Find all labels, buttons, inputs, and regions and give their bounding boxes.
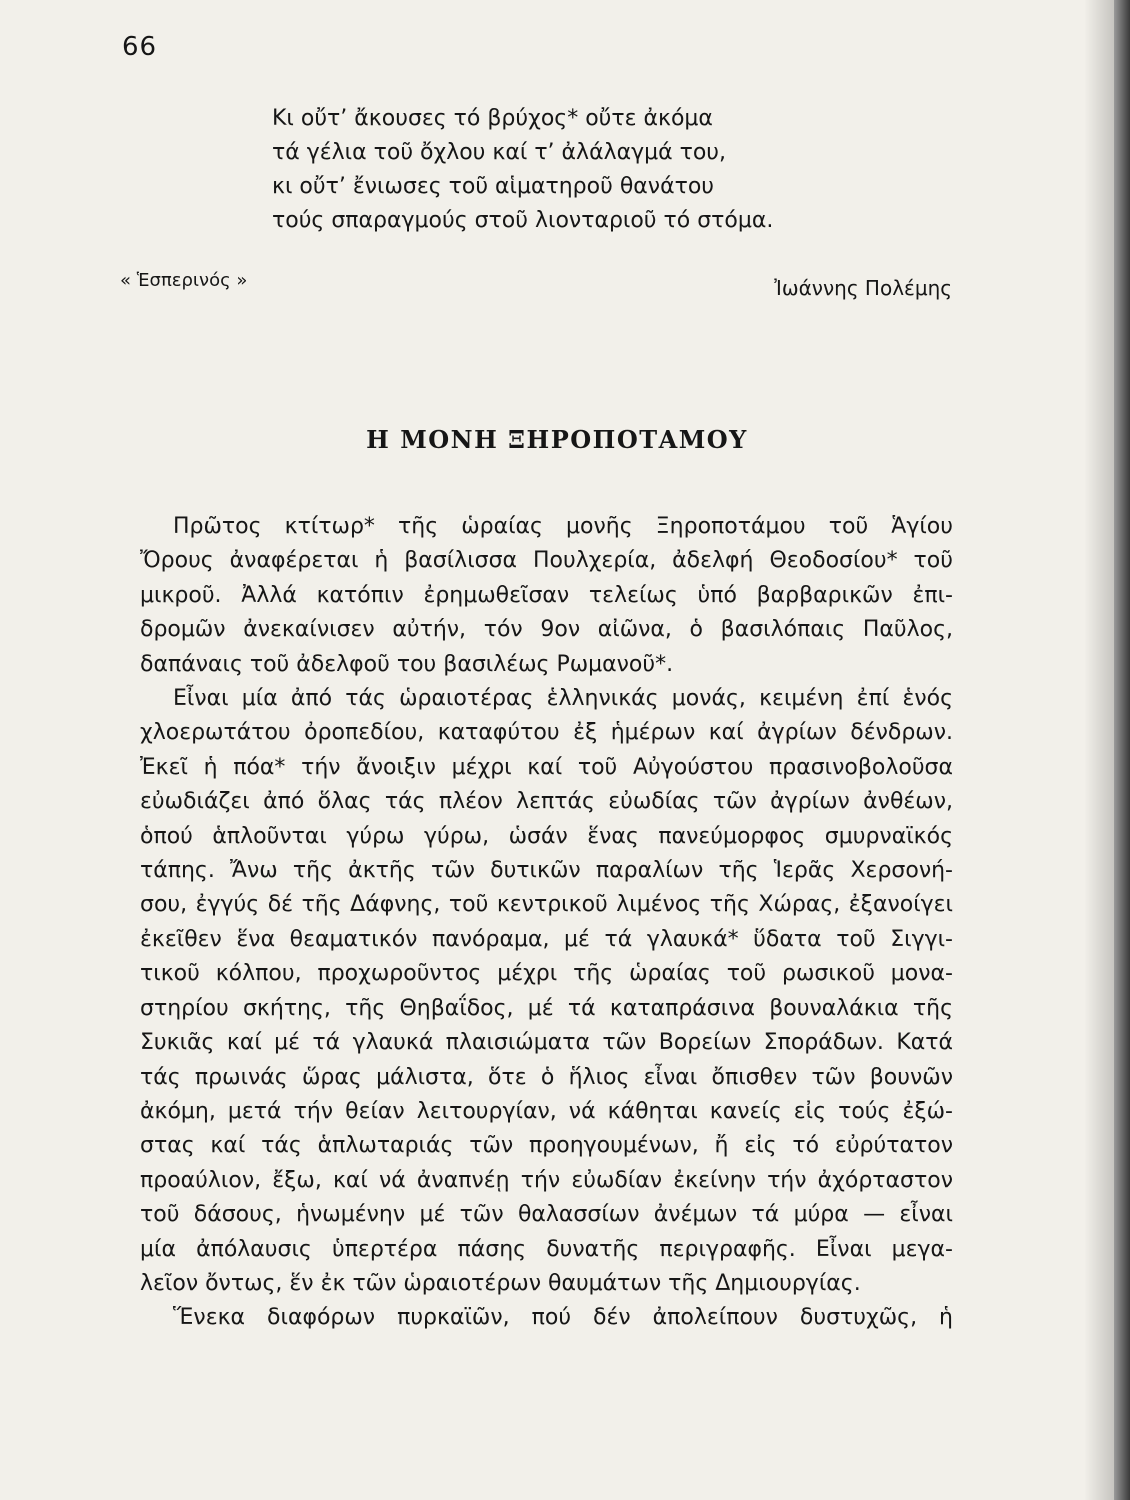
poem-stanza bbox=[272, 102, 832, 238]
paragraph-line: τικοῦ κόλπου, προχωροῦντος μέχρι τῆς ὡραίας τοῦ ρωσικοῦ μονα- bbox=[140, 961, 953, 987]
paragraph-line: μία ἀπόλαυσις ὑπερτέρα πάσης δυνατῆς περιγραφῆς. Εἶναι μεγα- bbox=[140, 1236, 953, 1262]
paragraph-line: σου, ἐγγύς δέ τῆς Δάφνης, τοῦ κεντρικοῦ λιμένος τῆς Χώρας, ἐξανοίγει bbox=[140, 892, 953, 918]
poem-line: τούς σπαραγμούς στοῦ λιονταριοῦ τό στόμα. bbox=[272, 208, 774, 233]
paragraph-line: στηρίου σκήτης, τῆς Θηβαΐδος, μέ τά καταπράσινα βουναλάκια τῆς bbox=[140, 995, 953, 1021]
poem-author: Ἰωάννης Πολέμης bbox=[774, 276, 952, 300]
poem-line: κι οὔτ’ ἔνιωσες τοῦ αἱματηροῦ θανάτου bbox=[272, 174, 715, 199]
paragraph-line: ἐκεῖθεν ἕνα θεαματικόν πανόραμα, μέ τά γλαυκά* ὕδατα τοῦ Σιγγι- bbox=[140, 926, 953, 952]
paragraph-line: δαπάναις τοῦ ἀδελφοῦ του βασιλέως Ρωμανοῦ*. bbox=[140, 651, 674, 677]
paragraph-line: Συκιᾶς καί μέ τά γλαυκά πλαισιώματα τῶν Βορείων Σποράδων. Κατά bbox=[140, 1030, 953, 1056]
paragraph-line: Εἶναι μία ἀπό τάς ὡραιοτέρας ἑλληνικάς μονάς, κειμένη ἐπί ἑνός bbox=[173, 686, 953, 712]
paragraph-line: Ἕνεκα διαφόρων πυρκαϊῶν, πού δέν ἀπολείπουν δυστυχῶς, ἡ bbox=[173, 1305, 953, 1331]
poem-line: τά γέλια τοῦ ὄχλου καί τ’ ἀλάλαγμά του, bbox=[272, 140, 727, 165]
paragraph-line: Ἐκεῖ ἡ πόα* τήν ἄνοιξιν μέχρι καί τοῦ Αὐγούστου πρασινοβολοῦσα bbox=[140, 754, 953, 780]
paragraph-line: Ὄρους ἀναφέρεται ἡ βασίλισσα Πουλχερία, ἀδελφή Θεοδοσίου* τοῦ bbox=[140, 548, 953, 574]
body-text bbox=[140, 510, 953, 1336]
paragraph-line: εὐωδιάζει ἀπό ὅλας τάς πλέον λεπτάς εὐωδίας τῶν ἀγρίων ἀνθέων, bbox=[140, 789, 953, 815]
section-title: Η ΜΟΝΗ ΞΗΡΟΠΟΤΑΜΟΥ bbox=[366, 425, 748, 454]
paragraph-line: προαύλιον, ἔξω, καί νά ἀναπνέῃ τήν εὐωδίαν ἐκείνην τήν ἀχόρταστον bbox=[140, 1167, 953, 1193]
paragraph-line: τάς πρωινάς ὥρας μάλιστα, ὅτε ὁ ἥλιος εἶναι ὄπισθεν τῶν βουνῶν bbox=[140, 1064, 953, 1090]
paragraph-line: μικροῦ. Ἀλλά κατόπιν ἐρημωθεῖσαν τελείως ὑπό βαρβαρικῶν ἐπι- bbox=[140, 582, 953, 608]
page-number: 66 bbox=[122, 32, 158, 62]
paragraph-line: ἀκόμη, μετά τήν θείαν λειτουργίαν, νά κάθηται κανείς εἰς τούς ἐξώ- bbox=[140, 1098, 953, 1124]
book-spine-shadow bbox=[1114, 0, 1130, 1500]
paragraph-line: δρομῶν ἀνεκαίνισεν αὐτήν, τόν 9ον αἰῶνα, ὁ βασιλόπαις Παῦλος, bbox=[140, 617, 953, 643]
paragraph-line: τοῦ δάσους, ἡνωμένην μέ τῶν θαλασσίων ἀνέμων τά μύρα — εἶναι bbox=[140, 1202, 953, 1228]
paragraph-line: χλοερωτάτου ὀροπεδίου, καταφύτου ἐξ ἡμέρων καί ἀγρίων δένδρων. bbox=[140, 720, 953, 746]
paragraph-line: Πρῶτος κτίτωρ* τῆς ὡραίας μονῆς Ξηροποτάμου τοῦ Ἁγίου bbox=[173, 514, 953, 539]
poem-line: Κι οὔτ’ ἄκουσες τό βρύχος* οὔτε ἀκόμα bbox=[272, 106, 713, 131]
paragraph-line: λεῖον ὄντως, ἕν ἐκ τῶν ὡραιοτέρων θαυμάτων τῆς Δημιουργίας. bbox=[140, 1270, 861, 1296]
paragraph-line: στας καί τάς ἁπλωταριάς τῶν προηγουμένων, ἤ εἰς τό εὐρύτατον bbox=[140, 1133, 953, 1159]
poem-source: « Ἑσπερινός » bbox=[120, 270, 248, 291]
paragraph-line: τάπης. Ἄνω τῆς ἀκτῆς τῶν δυτικῶν παραλίων τῆς Ἱερᾶς Χερσονή- bbox=[140, 858, 953, 884]
paragraph-line: ὁπού ἁπλοῦνται γύρω γύρω, ὡσάν ἕνας πανεύμορφος σμυρναϊκός bbox=[140, 823, 953, 849]
